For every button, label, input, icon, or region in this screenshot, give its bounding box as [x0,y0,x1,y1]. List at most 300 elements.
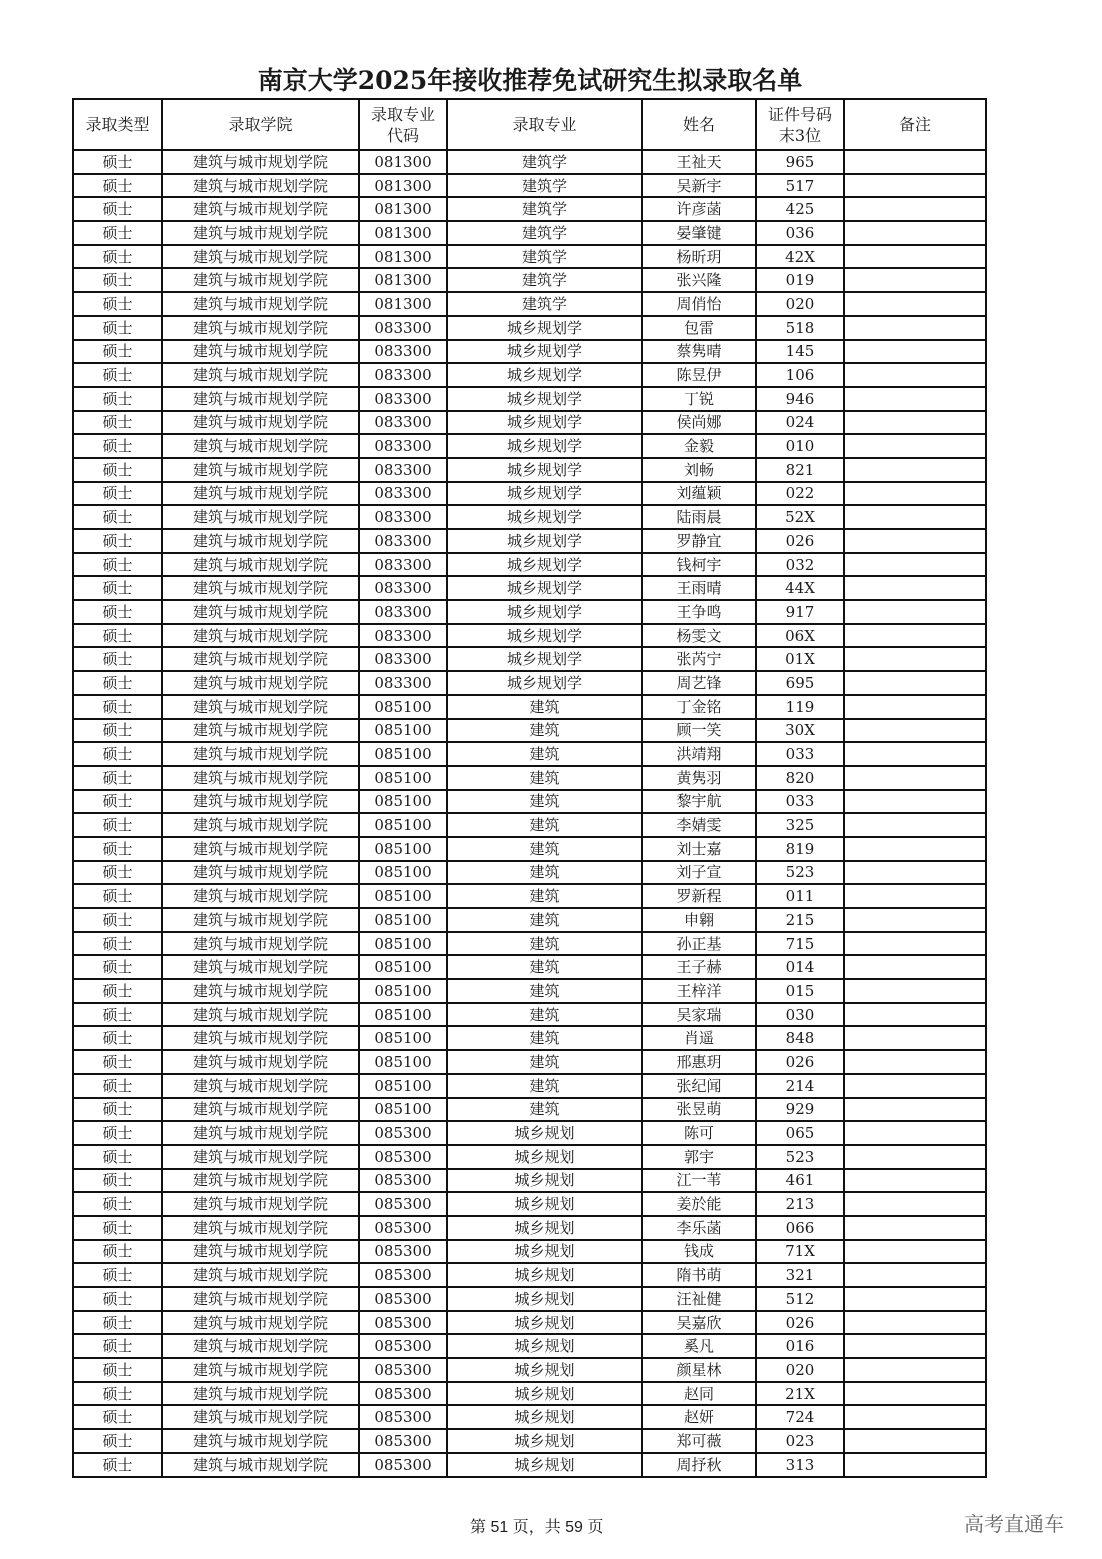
cell-college: 建筑与城市规划学院 [162,695,359,719]
cell-major: 建筑学 [447,197,642,221]
table-row [73,576,986,600]
cell-major-code: 085100 [359,979,447,1003]
cell-major: 建筑 [447,932,642,956]
table-row [73,458,986,482]
cell-major-code: 085100 [359,813,447,837]
cell-id-last3: 026 [756,529,844,553]
cell-remarks [844,908,986,932]
cell-admission-type: 硕士 [73,292,162,316]
cell-name: 周抒秋 [642,1453,756,1477]
cell-major: 建筑学 [447,221,642,245]
cell-major-code: 085300 [359,1453,447,1477]
table-row [73,813,986,837]
cell-college: 建筑与城市规划学院 [162,624,359,648]
cell-name: 王子赫 [642,955,756,979]
cell-major-code: 083300 [359,340,447,364]
cell-name: 王雨晴 [642,576,756,600]
cell-id-last3: 015 [756,979,844,1003]
cell-college: 建筑与城市规划学院 [162,268,359,292]
cell-name: 罗静宜 [642,529,756,553]
cell-admission-type: 硕士 [73,1287,162,1311]
cell-id-last3: 518 [756,316,844,340]
cell-major: 城乡规划 [447,1192,642,1216]
cell-name: 郭宇 [642,1145,756,1169]
cell-remarks [844,955,986,979]
cell-admission-type: 硕士 [73,363,162,387]
cell-id-last3: 425 [756,197,844,221]
table-row [73,955,986,979]
cell-name: 丁锐 [642,387,756,411]
cell-remarks [844,1074,986,1098]
cell-remarks [844,861,986,885]
cell-remarks [844,624,986,648]
cell-admission-type: 硕士 [73,955,162,979]
cell-major-code: 081300 [359,221,447,245]
table-row [73,150,986,174]
cell-remarks [844,482,986,506]
cell-admission-type: 硕士 [73,671,162,695]
cell-college: 建筑与城市规划学院 [162,150,359,174]
cell-college: 建筑与城市规划学院 [162,1169,359,1193]
cell-remarks [844,268,986,292]
cell-college: 建筑与城市规划学院 [162,340,359,364]
cell-major-code: 083300 [359,411,447,435]
cell-major-code: 081300 [359,268,447,292]
cell-admission-type: 硕士 [73,719,162,743]
cell-major: 城乡规划学 [447,411,642,435]
cell-id-last3: 026 [756,1050,844,1074]
cell-college: 建筑与城市规划学院 [162,1334,359,1358]
cell-name: 丁金铭 [642,695,756,719]
cell-remarks [844,1216,986,1240]
table-row [73,1050,986,1074]
cell-id-last3: 01X [756,647,844,671]
cell-remarks [844,1169,986,1193]
cell-major-code: 081300 [359,245,447,269]
cell-admission-type: 硕士 [73,434,162,458]
table-row [73,316,986,340]
cell-college: 建筑与城市规划学院 [162,174,359,198]
cell-college: 建筑与城市规划学院 [162,766,359,790]
cell-college: 建筑与城市规划学院 [162,979,359,1003]
cell-remarks [844,1382,986,1406]
table-row [73,268,986,292]
cell-name: 钱成 [642,1240,756,1264]
cell-remarks [844,742,986,766]
cell-major-code: 085300 [359,1121,447,1145]
cell-id-last3: 42X [756,245,844,269]
cell-college: 建筑与城市规划学院 [162,813,359,837]
cell-college: 建筑与城市规划学院 [162,884,359,908]
cell-admission-type: 硕士 [73,1263,162,1287]
cell-remarks [844,340,986,364]
column-header-major-code: 录取专业 代码 [359,99,447,150]
cell-college: 建筑与城市规划学院 [162,482,359,506]
cell-admission-type: 硕士 [73,316,162,340]
cell-id-last3: 946 [756,387,844,411]
cell-admission-type: 硕士 [73,174,162,198]
cell-admission-type: 硕士 [73,1121,162,1145]
cell-college: 建筑与城市规划学院 [162,1382,359,1406]
cell-name: 金毅 [642,434,756,458]
cell-major: 城乡规划学 [447,363,642,387]
cell-major-code: 085100 [359,861,447,885]
cell-admission-type: 硕士 [73,624,162,648]
cell-college: 建筑与城市规划学院 [162,553,359,577]
table-row [73,1003,986,1027]
cell-major-code: 083300 [359,624,447,648]
cell-college: 建筑与城市规划学院 [162,1026,359,1050]
cell-remarks [844,292,986,316]
cell-remarks [844,979,986,1003]
cell-major: 城乡规划 [447,1453,642,1477]
cell-college: 建筑与城市规划学院 [162,1240,359,1264]
cell-name: 陆雨晨 [642,505,756,529]
cell-major: 城乡规划学 [447,434,642,458]
cell-admission-type: 硕士 [73,908,162,932]
cell-id-last3: 325 [756,813,844,837]
table-row [73,174,986,198]
cell-id-last3: 724 [756,1405,844,1429]
cell-major-code: 083300 [359,600,447,624]
cell-admission-type: 硕士 [73,1192,162,1216]
cell-remarks [844,600,986,624]
cell-major: 建筑 [447,719,642,743]
cell-major-code: 083300 [359,671,447,695]
cell-college: 建筑与城市规划学院 [162,790,359,814]
cell-major-code: 083300 [359,647,447,671]
cell-college: 建筑与城市规划学院 [162,1074,359,1098]
cell-major: 城乡规划学 [447,647,642,671]
cell-major: 建筑 [447,955,642,979]
cell-college: 建筑与城市规划学院 [162,529,359,553]
cell-major: 城乡规划学 [447,600,642,624]
admission-list-table [72,98,987,1478]
cell-major: 建筑 [447,1074,642,1098]
column-header-id-last3: 证件号码 末3位 [756,99,844,150]
cell-admission-type: 硕士 [73,742,162,766]
cell-id-last3: 020 [756,1358,844,1382]
cell-name: 刘子宣 [642,861,756,885]
cell-major: 建筑 [447,908,642,932]
cell-major-code: 085100 [359,742,447,766]
cell-id-last3: 033 [756,742,844,766]
cell-major-code: 085300 [359,1240,447,1264]
cell-admission-type: 硕士 [73,1358,162,1382]
cell-admission-type: 硕士 [73,505,162,529]
cell-admission-type: 硕士 [73,387,162,411]
cell-name: 晏肇键 [642,221,756,245]
cell-college: 建筑与城市规划学院 [162,1405,359,1429]
cell-remarks [844,813,986,837]
cell-admission-type: 硕士 [73,1334,162,1358]
cell-major: 建筑 [447,1098,642,1122]
cell-major: 建筑 [447,766,642,790]
cell-remarks [844,766,986,790]
cell-admission-type: 硕士 [73,1074,162,1098]
cell-admission-type: 硕士 [73,1026,162,1050]
cell-id-last3: 119 [756,695,844,719]
cell-major-code: 081300 [359,174,447,198]
cell-name: 赵妍 [642,1405,756,1429]
cell-admission-type: 硕士 [73,1216,162,1240]
cell-major: 建筑 [447,861,642,885]
cell-id-last3: 321 [756,1263,844,1287]
cell-remarks [844,174,986,198]
cell-major-code: 083300 [359,458,447,482]
cell-college: 建筑与城市规划学院 [162,434,359,458]
cell-major: 城乡规划 [447,1358,642,1382]
table-row [73,695,986,719]
cell-college: 建筑与城市规划学院 [162,647,359,671]
cell-name: 王梓洋 [642,979,756,1003]
cell-admission-type: 硕士 [73,1453,162,1477]
cell-major-code: 085100 [359,1003,447,1027]
cell-college: 建筑与城市规划学院 [162,1050,359,1074]
cell-name: 顾一笑 [642,719,756,743]
table-row [73,411,986,435]
cell-id-last3: 44X [756,576,844,600]
cell-major-code: 085300 [359,1358,447,1382]
cell-id-last3: 821 [756,458,844,482]
cell-major-code: 083300 [359,553,447,577]
cell-major-code: 083300 [359,482,447,506]
cell-name: 蔡隽晴 [642,340,756,364]
cell-name: 黄隽羽 [642,766,756,790]
cell-remarks [844,245,986,269]
table-row [73,671,986,695]
cell-major-code: 085300 [359,1216,447,1240]
column-header-admission-type: 录取类型 [73,99,162,150]
cell-major: 城乡规划 [447,1216,642,1240]
cell-remarks [844,790,986,814]
cell-id-last3: 145 [756,340,844,364]
cell-name: 刘畅 [642,458,756,482]
cell-major-code: 085100 [359,955,447,979]
cell-remarks [844,1145,986,1169]
table-row [73,624,986,648]
cell-major: 建筑 [447,790,642,814]
cell-major: 城乡规划学 [447,482,642,506]
cell-id-last3: 106 [756,363,844,387]
cell-name: 张纪闻 [642,1074,756,1098]
cell-admission-type: 硕士 [73,884,162,908]
cell-id-last3: 21X [756,1382,844,1406]
cell-remarks [844,505,986,529]
page-indicator: 第 51 页，共 59 页 [470,1519,604,1536]
cell-id-last3: 026 [756,1311,844,1335]
cell-name: 李婧雯 [642,813,756,837]
cell-major: 城乡规划 [447,1405,642,1429]
cell-major-code: 083300 [359,505,447,529]
cell-admission-type: 硕士 [73,245,162,269]
cell-college: 建筑与城市规划学院 [162,837,359,861]
cell-id-last3: 036 [756,221,844,245]
cell-id-last3: 461 [756,1169,844,1193]
cell-name: 汪祉健 [642,1287,756,1311]
cell-remarks [844,1453,986,1477]
cell-college: 建筑与城市规划学院 [162,1145,359,1169]
cell-college: 建筑与城市规划学院 [162,1311,359,1335]
cell-remarks [844,671,986,695]
cell-id-last3: 022 [756,482,844,506]
cell-college: 建筑与城市规划学院 [162,861,359,885]
cell-college: 建筑与城市规划学院 [162,1429,359,1453]
cell-id-last3: 066 [756,1216,844,1240]
cell-remarks [844,150,986,174]
cell-remarks [844,458,986,482]
table-row [73,932,986,956]
cell-remarks [844,411,986,435]
cell-major-code: 085100 [359,790,447,814]
cell-remarks [844,1263,986,1287]
cell-id-last3: 011 [756,884,844,908]
cell-college: 建筑与城市规划学院 [162,1287,359,1311]
cell-major: 城乡规划学 [447,671,642,695]
cell-name: 黎宇航 [642,790,756,814]
cell-college: 建筑与城市规划学院 [162,245,359,269]
cell-major: 城乡规划 [447,1334,642,1358]
cell-remarks [844,932,986,956]
cell-remarks [844,553,986,577]
cell-admission-type: 硕士 [73,553,162,577]
cell-college: 建筑与城市规划学院 [162,1358,359,1382]
cell-id-last3: 033 [756,790,844,814]
cell-admission-type: 硕士 [73,458,162,482]
cell-name: 肖遥 [642,1026,756,1050]
cell-major: 城乡规划 [447,1311,642,1335]
cell-id-last3: 010 [756,434,844,458]
cell-name: 奚凡 [642,1334,756,1358]
cell-college: 建筑与城市规划学院 [162,671,359,695]
cell-id-last3: 917 [756,600,844,624]
cell-remarks [844,1192,986,1216]
table-body [73,150,986,1477]
cell-remarks [844,1429,986,1453]
cell-name: 杨昕玥 [642,245,756,269]
table-row [73,553,986,577]
cell-name: 江一苇 [642,1169,756,1193]
cell-major-code: 081300 [359,292,447,316]
cell-admission-type: 硕士 [73,411,162,435]
cell-remarks [844,1311,986,1335]
table-row [73,1334,986,1358]
cell-remarks [844,1003,986,1027]
cell-major: 城乡规划 [447,1169,642,1193]
cell-major: 建筑 [447,837,642,861]
cell-remarks [844,387,986,411]
column-header-name: 姓名 [642,99,756,150]
cell-college: 建筑与城市规划学院 [162,932,359,956]
cell-id-last3: 030 [756,1003,844,1027]
cell-college: 建筑与城市规划学院 [162,719,359,743]
cell-major: 建筑 [447,742,642,766]
cell-admission-type: 硕士 [73,766,162,790]
cell-college: 建筑与城市规划学院 [162,221,359,245]
cell-major: 建筑 [447,1050,642,1074]
cell-major: 城乡规划 [447,1382,642,1406]
cell-major: 建筑学 [447,268,642,292]
cell-major: 建筑学 [447,292,642,316]
table-row [73,1405,986,1429]
cell-id-last3: 065 [756,1121,844,1145]
table-row [73,1240,986,1264]
cell-name: 许彦菡 [642,197,756,221]
cell-admission-type: 硕士 [73,1405,162,1429]
cell-major-code: 081300 [359,150,447,174]
table-row [73,1145,986,1169]
cell-admission-type: 硕士 [73,932,162,956]
cell-remarks [844,1240,986,1264]
cell-major-code: 085100 [359,884,447,908]
cell-name: 罗新程 [642,884,756,908]
cell-remarks [844,316,986,340]
table-row [73,647,986,671]
cell-name: 邢惠玥 [642,1050,756,1074]
cell-admission-type: 硕士 [73,695,162,719]
cell-major: 城乡规划 [447,1429,642,1453]
cell-admission-type: 硕士 [73,861,162,885]
cell-id-last3: 695 [756,671,844,695]
table-row [73,742,986,766]
cell-id-last3: 016 [756,1334,844,1358]
cell-admission-type: 硕士 [73,1382,162,1406]
cell-name: 吴嘉欣 [642,1311,756,1335]
table-row [73,979,986,1003]
cell-id-last3: 965 [756,150,844,174]
table-row [73,1169,986,1193]
table-row [73,837,986,861]
cell-college: 建筑与城市规划学院 [162,363,359,387]
table-row [73,1098,986,1122]
cell-admission-type: 硕士 [73,1003,162,1027]
cell-major: 城乡规划学 [447,387,642,411]
table-row [73,1216,986,1240]
cell-major-code: 083300 [359,529,447,553]
cell-college: 建筑与城市规划学院 [162,1263,359,1287]
table-row [73,221,986,245]
cell-major-code: 085300 [359,1145,447,1169]
cell-admission-type: 硕士 [73,221,162,245]
table-row [73,363,986,387]
cell-college: 建筑与城市规划学院 [162,411,359,435]
cell-major: 城乡规划 [447,1263,642,1287]
cell-name: 陈可 [642,1121,756,1145]
column-header-remarks: 备注 [844,99,986,150]
cell-name: 张芮宁 [642,647,756,671]
cell-remarks [844,1050,986,1074]
cell-college: 建筑与城市规划学院 [162,292,359,316]
table-row [73,197,986,221]
cell-remarks [844,529,986,553]
cell-name: 侯尚娜 [642,411,756,435]
cell-name: 洪靖翔 [642,742,756,766]
cell-name: 吴新宇 [642,174,756,198]
cell-college: 建筑与城市规划学院 [162,1216,359,1240]
table-row [73,766,986,790]
cell-id-last3: 929 [756,1098,844,1122]
cell-admission-type: 硕士 [73,1145,162,1169]
cell-major: 城乡规划学 [447,458,642,482]
cell-major: 城乡规划学 [447,529,642,553]
table-header-row [73,99,986,150]
cell-id-last3: 215 [756,908,844,932]
cell-admission-type: 硕士 [73,529,162,553]
cell-name: 周艺锋 [642,671,756,695]
cell-major-code: 083300 [359,387,447,411]
cell-remarks [844,647,986,671]
cell-major-code: 085100 [359,932,447,956]
